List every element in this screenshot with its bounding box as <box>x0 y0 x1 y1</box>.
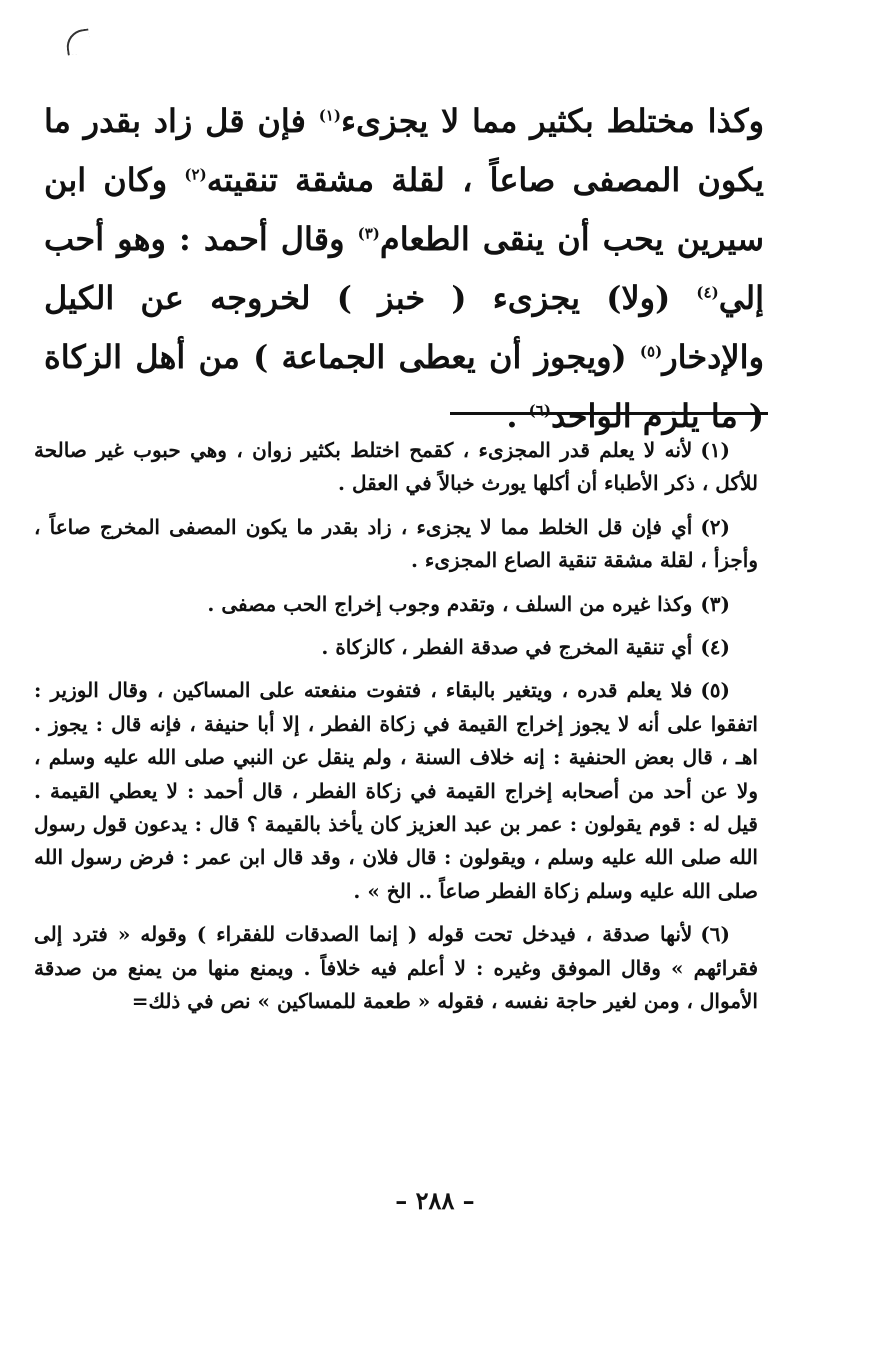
footnote-4 <box>34 631 758 664</box>
page-number: – ٢٨٨ – <box>395 1186 475 1215</box>
footnote-ref: (٥) <box>639 342 663 361</box>
footnote-5 <box>34 674 758 908</box>
footnote-text: لأنها صدقة ، فيدخل تحت قوله ( إنما الصدقات للفقراء ) وقوله « فترد إلى فقرائهم » وقال الموفق وغيره : لا أعلم فيه خلافاً . ويمنع منها من يمنع من صدقة الأموال ، ومن لغير حاجة نفسه ، فقوله « طعمة للمساكين » نص في ذلك= <box>34 922 758 1014</box>
footnote-ref: (٢) <box>184 165 207 184</box>
footnote-6 <box>34 918 758 1018</box>
main-text-segment: وكان ابن سيرين يحب أن ينقى الطعام <box>44 161 765 258</box>
corner-mark <box>64 28 91 55</box>
footnote-text: لأنه لا يعلم قدر المجزىء ، كقمح اختلط بكثير زوان ، وهي حبوب غير صالحة للأكل ، ذكر الأطباء أن أكلها يورث خبالاً في العقل . <box>34 438 758 496</box>
main-text-segment: . <box>506 397 529 435</box>
footnote-1 <box>34 434 758 501</box>
main-text <box>44 92 764 446</box>
footnote-text: وكذا غيره من السلف ، وتقدم وجوب إخراج الحب مصفى . <box>207 591 693 616</box>
footnote-text: أي فإن قل الخلط مما لا يجزىء ، زاد بقدر ما يكون المصفى المخرج صاعاً ، وأجزأ ، لقلة مشقة تنقية الصاع المجزىء . <box>34 514 758 573</box>
footnote-2 <box>34 511 758 578</box>
main-text-segment: (ولا) يجزىء ( خبز ) لخروجه عن الكيل والإدخار <box>44 279 765 376</box>
main-paragraph <box>44 92 764 446</box>
footnote-text: أي تنقية المخرج في صدقة الفطر ، كالزكاة . <box>321 635 693 660</box>
main-text-segment: وكذا مختلط بكثير مما لا يجزىء <box>340 102 765 140</box>
main-text-segment: وقال أحمد : وهو أحب إلي <box>44 220 764 317</box>
footnote-divider <box>450 412 768 415</box>
footnote-ref: (٣) <box>357 224 380 243</box>
footnote-number: (٢) <box>700 514 730 539</box>
footnote-number: (١) <box>700 438 730 462</box>
footnote-number: (٣) <box>700 591 730 616</box>
footnote-text: فلا يعلم قدره ، ويتغير بالبقاء ، فتفوت منفعته على المساكين ، وقال الوزير : اتفقوا على أنه لا يجوز إخراج القيمة في زكاة الفطر ، إلا أبا حنيفة ، فإنه قال : يجوز . اهـ ، قال بعض الحنفية : إنه خلاف السنة ، ولم ينقل عن النبي صلى الله عليه وسلم ، ولا عن أحد من أصحابه إخراج القيمة في زكاة الفطر ، قال أحمد : لا يعطي القيمة . قيل له : قوم يقولون : عمر بن عبد العزيز كان يأخذ بالقيمة ؟ قال : يدعون قول رسول الله صلى الله عليه وسلم ، ويقولون : قال فلان ، وقد قال ابن عمر : فرض رسول الله صلى الله عليه وسلم زكاة الفطر صاعاً .. الخ » . <box>34 678 758 903</box>
main-text-segment: (ويجوز أن يعطى الجماعة ) من أهل الزكاة ( ما يلزم الواحد <box>44 338 764 435</box>
footnote-ref: (٤) <box>696 283 719 302</box>
footnote-number: (٥) <box>700 678 730 703</box>
footnote-number: (٦) <box>700 922 730 947</box>
footnote-ref: (٦) <box>528 401 551 420</box>
footnotes <box>34 434 758 1029</box>
footnote-ref: (١) <box>318 106 341 125</box>
main-text-segment: فإن قل زاد بقدر ما يكون المصفى صاعاً ، لقلة مشقة تنقيته <box>44 102 765 199</box>
footnote-number: (٤) <box>700 635 730 660</box>
footnote-3 <box>34 588 758 621</box>
